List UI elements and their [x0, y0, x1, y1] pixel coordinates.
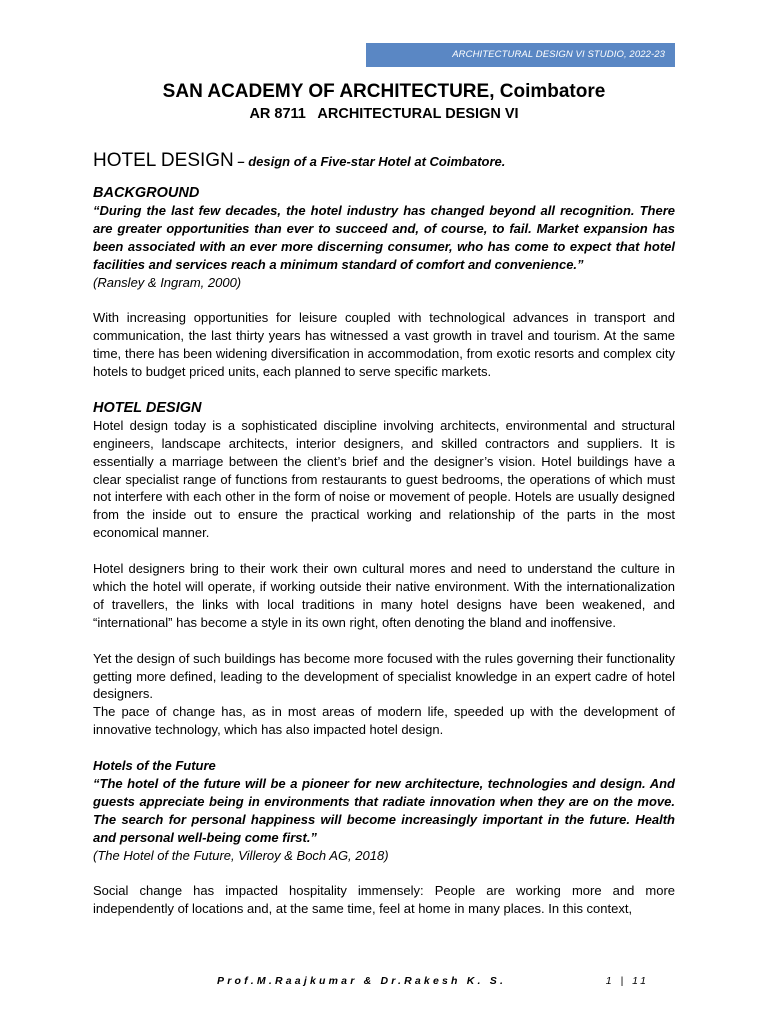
hotel-design-paragraph-3: Yet the design of such buildings has become more focused with the rules governing their functionality getting more defined, leading to the development of specialist knowledge in an expert cadre of hotel designers. [93, 650, 675, 702]
background-quote: “During the last few decades, the hotel industry has changed beyond all recognition. There are greater opportunities than ever to succeed and, of course, to fail. Market expansion has been associated with an ever more discerning consumer, who has come to expect that hotel facilities and services reach a minimum standard of comfort and convenience.” [93, 202, 675, 272]
background-heading: BACKGROUND [93, 184, 200, 201]
project-title: HOTEL DESIGN [93, 150, 234, 171]
hotel-design-paragraph-4: The pace of change has, as in most areas of modern life, speeded up with the development of innovative technology, which has also impacted hotel design. [93, 704, 675, 738]
future-quote: “The hotel of the future will be a pioneer for new architecture, technologies and design. And guests appreciate being in environments that radiate innovation when they are on the move. The search for personal happiness will become increasingly important in the future. Health and personal well-being come first.” [93, 775, 675, 845]
document-body [93, 152, 675, 918]
page-number: 1 | 11 [605, 975, 649, 987]
hotel-design-paragraph-1: Hotel design today is a sophisticated discipline involving architects, environmental and structural engineers, landscape architects, interior designers, and skilled contractors and suppliers. It is essentially a marriage between the client’s brief and the designer’s vision. Hotel buildings have a clear specialist range of functions from restaurants to guest bedrooms, the operations of which must not interfere with each other in the form of noise or movement of people. Hotels are usually designed from the inside out to ensure the practical working and relationship of the parts in the most economical manner. [93, 417, 675, 541]
institution-title: SAN ACADEMY OF ARCHITECTURE, Coimbatore [162, 81, 606, 102]
future-heading: Hotels of the Future [93, 758, 216, 774]
project-subtitle: – design of a Five-star Hotel at Coimbatore. [233, 154, 506, 169]
course-title: AR 8711 ARCHITECTURAL DESIGN VI [249, 106, 519, 122]
hotel-design-heading: HOTEL DESIGN [93, 399, 202, 416]
background-paragraph: With increasing opportunities for leisure coupled with technological advances in transport and communication, the last thirty years has witnessed a vast growth in travel and tourism. At the same time, there has been widening diversification in accommodation, from exotic resorts and complex city hotels to budget priced units, each planned to serve specific markets. [93, 310, 675, 380]
project-title-line [93, 152, 675, 171]
hotel-design-paragraph-2: Hotel designers bring to their work their own cultural mores and need to understand the culture in which the hotel will operate, if working outside their native environment. With the internationalization of travellers, the links with local traditions in many hotel designs have been weakened, and “international” has become a style in its own right, often denoting the bland and inoffensive. [93, 561, 675, 630]
future-paragraph: Social change has impacted hospitality immensely: People are working more and more independently of locations and, at the same time, feel at home in many places. In this context, [93, 883, 675, 917]
studio-banner: ARCHITECTURAL DESIGN VI STUDIO, 2022-23 [366, 43, 675, 67]
footer-authors: Prof.M.Raajkumar & Dr.Rakesh K. S. [217, 975, 507, 987]
future-citation: (The Hotel of the Future, Villeroy & Boch AG, 2018) [93, 847, 389, 863]
background-citation: (Ransley & Ingram, 2000) [93, 274, 242, 290]
